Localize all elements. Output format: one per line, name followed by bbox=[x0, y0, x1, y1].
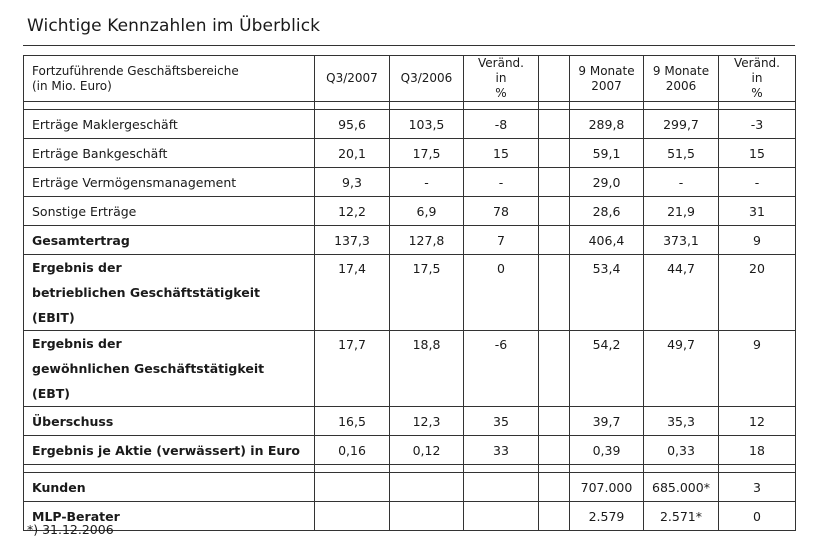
table-row: Sonstige Erträge 12,2 6,9 78 28,6 21,9 31 bbox=[24, 197, 796, 226]
header-separator-cell bbox=[539, 56, 570, 102]
header-change-9m: Veränd. in % bbox=[719, 56, 796, 102]
table-row-eps: Ergebnis je Aktie (verwässert) in Euro 0,16 0,12 33 0,39 0,33 18 bbox=[24, 436, 796, 465]
table-row: Erträge Bankgeschäft 20,1 17,5 15 59,1 51,5 15 bbox=[24, 139, 796, 168]
header-label-line2: (in Mio. Euro) bbox=[32, 78, 112, 93]
header-9m-2007: 9 Monate 2007 bbox=[570, 56, 644, 102]
spacer-row bbox=[24, 465, 796, 473]
table-row-customers: Kunden 707.000 685.000* 3 bbox=[24, 473, 796, 502]
table-row: Erträge Maklergeschäft 95,6 103,5 -8 289,8 299,7 -3 bbox=[24, 110, 796, 139]
table-row: Erträge Vermögensmanagement 9,3 - - 29,0 - - bbox=[24, 168, 796, 197]
header-9m-2006: 9 Monate 2006 bbox=[644, 56, 719, 102]
key-figures-table bbox=[23, 55, 796, 531]
footnote: *) 31.12.2006 bbox=[27, 522, 114, 537]
header-q3-2007: Q3/2007 bbox=[315, 56, 390, 102]
header-change-quarter: Veränd. in % bbox=[464, 56, 539, 102]
table-header-row bbox=[24, 56, 796, 102]
table-row-surplus: Überschuss 16,5 12,3 35 39,7 35,3 12 bbox=[24, 407, 796, 436]
header-label-line1: Fortzuführende Geschäftsbereiche bbox=[32, 63, 239, 78]
table-row-ebt: Ergebnis der gewöhnlichen Geschäftstätigkeit (EBT) 17,7 18,8 -6 54,2 49,7 9 bbox=[24, 331, 796, 407]
spacer-row bbox=[24, 102, 796, 110]
title-divider bbox=[23, 45, 795, 46]
table-row-ebit: Ergebnis der betrieblichen Geschäftstätigkeit (EBIT) 17,4 17,5 0 53,4 44,7 20 bbox=[24, 255, 796, 331]
table-row-total: Gesamtertrag 137,3 127,8 7 406,4 373,1 9 bbox=[24, 226, 796, 255]
table-row-advisors: MLP-Berater 2.579 2.571* 0 bbox=[24, 502, 796, 531]
header-label-cell bbox=[24, 56, 315, 102]
header-q3-2006: Q3/2006 bbox=[390, 56, 464, 102]
page-title: Wichtige Kennzahlen im Überblick bbox=[27, 16, 321, 36]
